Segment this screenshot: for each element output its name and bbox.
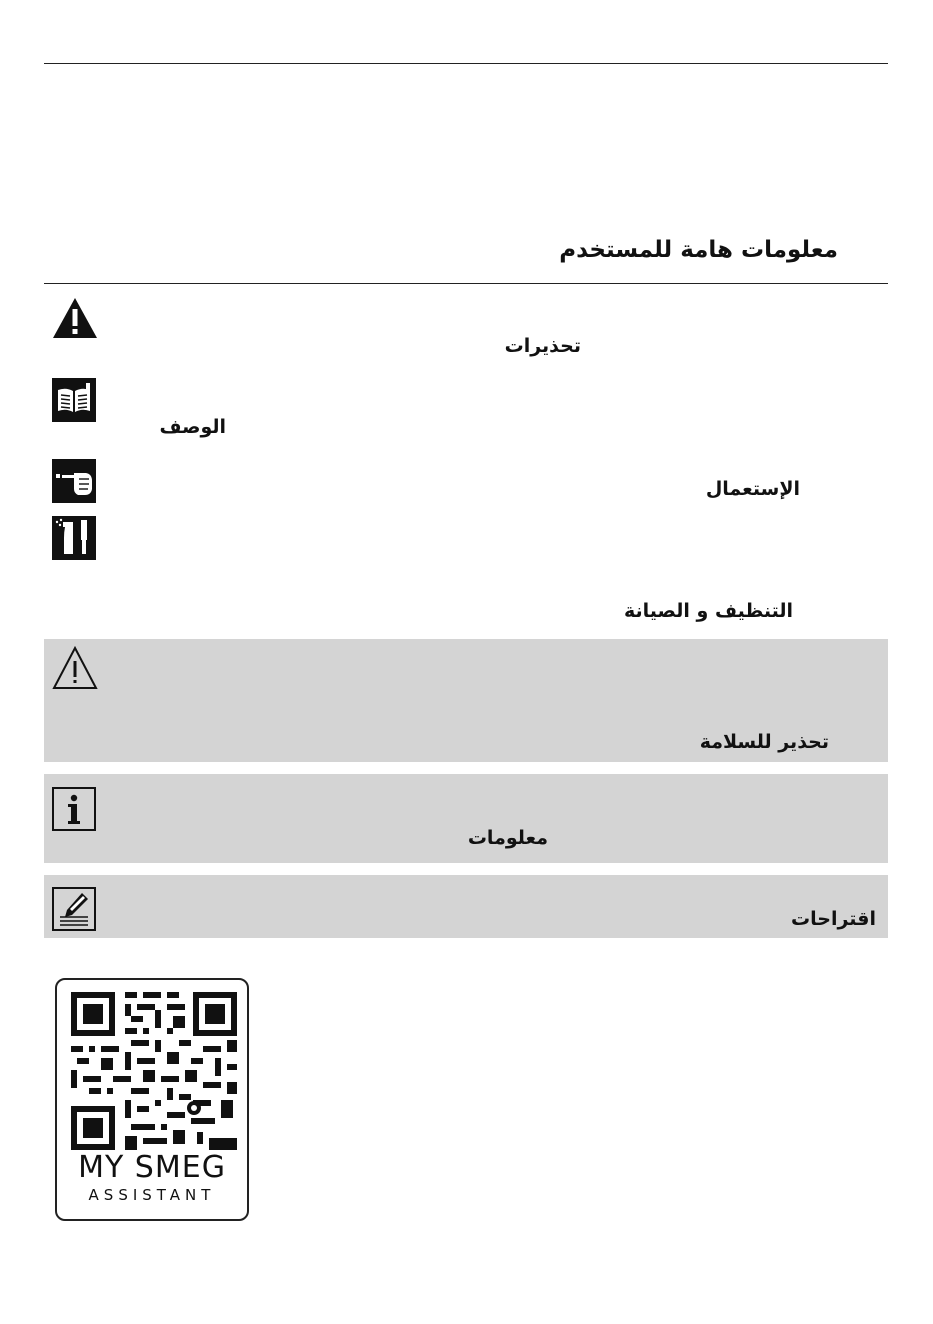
description-label: الوصف	[159, 416, 226, 438]
top-rule	[44, 63, 888, 64]
cleaning-spray-brush-icon	[52, 516, 96, 560]
qr-code[interactable]	[71, 992, 237, 1150]
warning-triangle-icon	[52, 296, 98, 340]
pencil-note-icon	[52, 887, 96, 931]
brand-name-line1: MY SMEG	[78, 1150, 226, 1185]
use-label: الإستعمال	[705, 478, 800, 500]
pointing-hand-icon	[52, 459, 96, 503]
suggestions-box	[44, 875, 888, 938]
safety-warning-icon	[52, 645, 98, 691]
suggestions-label: اقتراحات	[791, 908, 876, 930]
information-box	[44, 774, 888, 863]
cleaning-label: التنظيف و الصيانة	[623, 600, 793, 622]
page-title: معلومات هامة للمستخدم	[559, 237, 838, 263]
brand-name-line2: ASSISTANT	[88, 1186, 216, 1204]
safety-warning-label: تحذير للسلامة	[699, 731, 829, 753]
information-label: معلومات	[467, 827, 548, 849]
safety-warning-box	[44, 639, 888, 762]
info-icon	[52, 787, 96, 831]
my-smeg-assistant-qr-card[interactable]	[55, 978, 249, 1221]
warnings-label: تحذيرات	[504, 335, 581, 357]
title-rule	[44, 283, 888, 284]
manual-book-icon	[52, 378, 96, 422]
